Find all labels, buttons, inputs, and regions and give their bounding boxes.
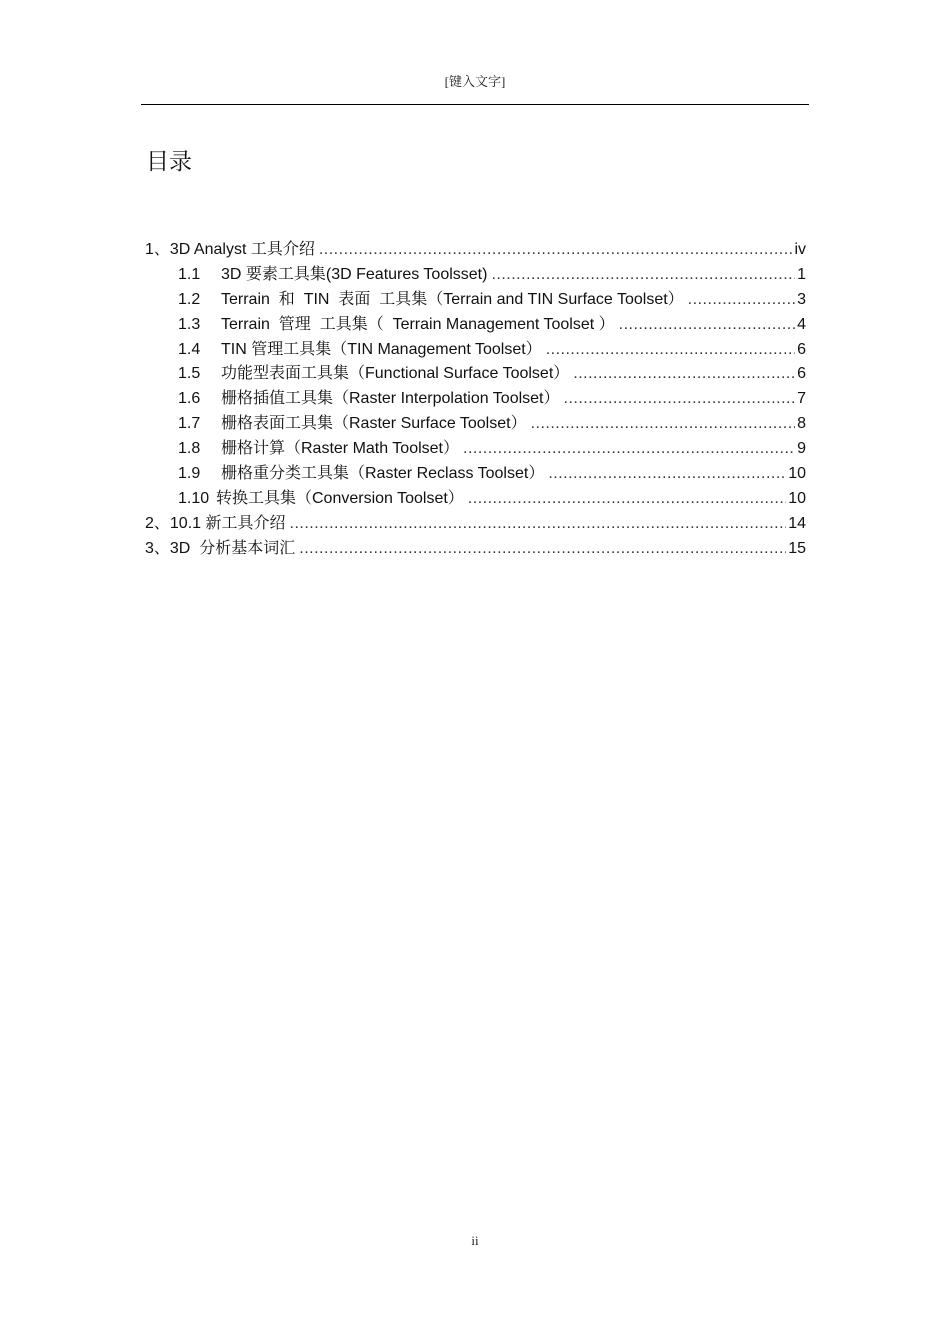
toc-entry-label: 转换工具集（Conversion Toolset） (216, 489, 464, 507)
toc-entry-label: 栅格计算（Raster Math Toolset） (221, 440, 459, 458)
toc-title: 目录 (146, 149, 192, 175)
toc-entry-page: 14 (788, 514, 806, 532)
header-divider (141, 104, 809, 105)
toc-entry-page: iv (794, 241, 806, 258)
toc-entry[interactable] (145, 238, 806, 263)
toc-entry-label: 栅格重分类工具集（Raster Reclass Toolset） (221, 465, 545, 483)
toc-entry-number: 1.7 (178, 415, 201, 433)
table-of-contents (145, 238, 806, 562)
toc-leader-dots (463, 437, 795, 462)
toc-entry-label: 栅格表面工具集（Raster Surface Toolset） (221, 415, 527, 433)
toc-entry-number: 1.8 (178, 440, 201, 458)
toc-entry-label: 3D 分析基本词汇 (169, 539, 296, 557)
toc-entry-number: 1.2 (178, 290, 201, 308)
toc-entry-label: Terrain 管理 工具集（ Terrain Management Toolset ） (221, 315, 615, 333)
toc-entry-label: 3D 要素工具集(3D Features Toolsset) (221, 265, 488, 283)
toc-entry-page: 9 (797, 440, 806, 458)
toc-entry-number: 1.5 (178, 365, 201, 383)
toc-entry[interactable] (145, 313, 806, 338)
toc-entry[interactable] (145, 338, 806, 363)
toc-entry-number: 3、 (145, 539, 170, 557)
toc-entry[interactable] (145, 412, 806, 437)
page-number: ii (471, 1233, 479, 1248)
toc-entry-number: 1.9 (178, 465, 201, 483)
toc-leader-dots (548, 462, 786, 487)
toc-entry[interactable] (145, 462, 806, 487)
toc-entry[interactable] (145, 387, 806, 412)
toc-leader-dots (468, 487, 786, 512)
toc-entry-label: 10.1 新工具介绍 (169, 514, 286, 532)
toc-entry-number: 1.3 (178, 315, 201, 333)
toc-entry-label: 功能型表面工具集（Functional Surface Toolset） (221, 365, 570, 383)
toc-entry-page: 10 (788, 489, 806, 507)
toc-entry-number: 1、 (145, 241, 170, 258)
toc-leader-dots (290, 512, 787, 537)
toc-entry-label: TIN 管理工具集（TIN Management Toolset） (221, 340, 542, 358)
toc-entry-number: 1.1 (178, 265, 201, 283)
toc-entry-label: Terrain 和 TIN 表面 工具集（Terrain and TIN Surface Toolset） (221, 290, 684, 308)
toc-entry-page: 6 (797, 365, 806, 383)
toc-leader-dots (619, 313, 795, 338)
toc-leader-dots (546, 338, 795, 363)
toc-entry[interactable] (145, 362, 806, 387)
toc-leader-dots (531, 412, 796, 437)
toc-entry-page: 6 (797, 340, 806, 358)
toc-entry-label: 3D Analyst 工具介绍 (169, 241, 315, 258)
toc-leader-dots (688, 288, 795, 313)
toc-entry-number: 1.6 (178, 390, 201, 408)
toc-entry[interactable] (145, 263, 806, 288)
toc-entry[interactable] (145, 437, 806, 462)
toc-entry-number: 1.10 (178, 489, 210, 507)
toc-entry[interactable] (145, 288, 806, 313)
toc-entry-page: 10 (788, 465, 806, 483)
toc-leader-dots (319, 238, 793, 263)
toc-leader-dots (299, 537, 786, 562)
toc-entry-page: 7 (797, 390, 806, 408)
toc-entry[interactable] (145, 537, 806, 562)
toc-entry-page: 8 (797, 415, 806, 433)
toc-entry-page: 1 (797, 265, 806, 283)
toc-entry-label: 栅格插值工具集（Raster Interpolation Toolset） (221, 390, 560, 408)
toc-leader-dots (564, 387, 796, 412)
toc-entry-number: 2、 (145, 514, 170, 532)
toc-entry-page: 3 (797, 290, 806, 308)
toc-entry[interactable] (145, 512, 806, 537)
page-header-text: [键入文字] (444, 74, 506, 89)
toc-leader-dots (491, 263, 795, 288)
toc-entry[interactable] (145, 487, 806, 512)
toc-entry-page: 4 (797, 315, 806, 333)
toc-leader-dots (573, 362, 795, 387)
toc-entry-number: 1.4 (178, 340, 201, 358)
toc-entry-page: 15 (788, 539, 806, 557)
